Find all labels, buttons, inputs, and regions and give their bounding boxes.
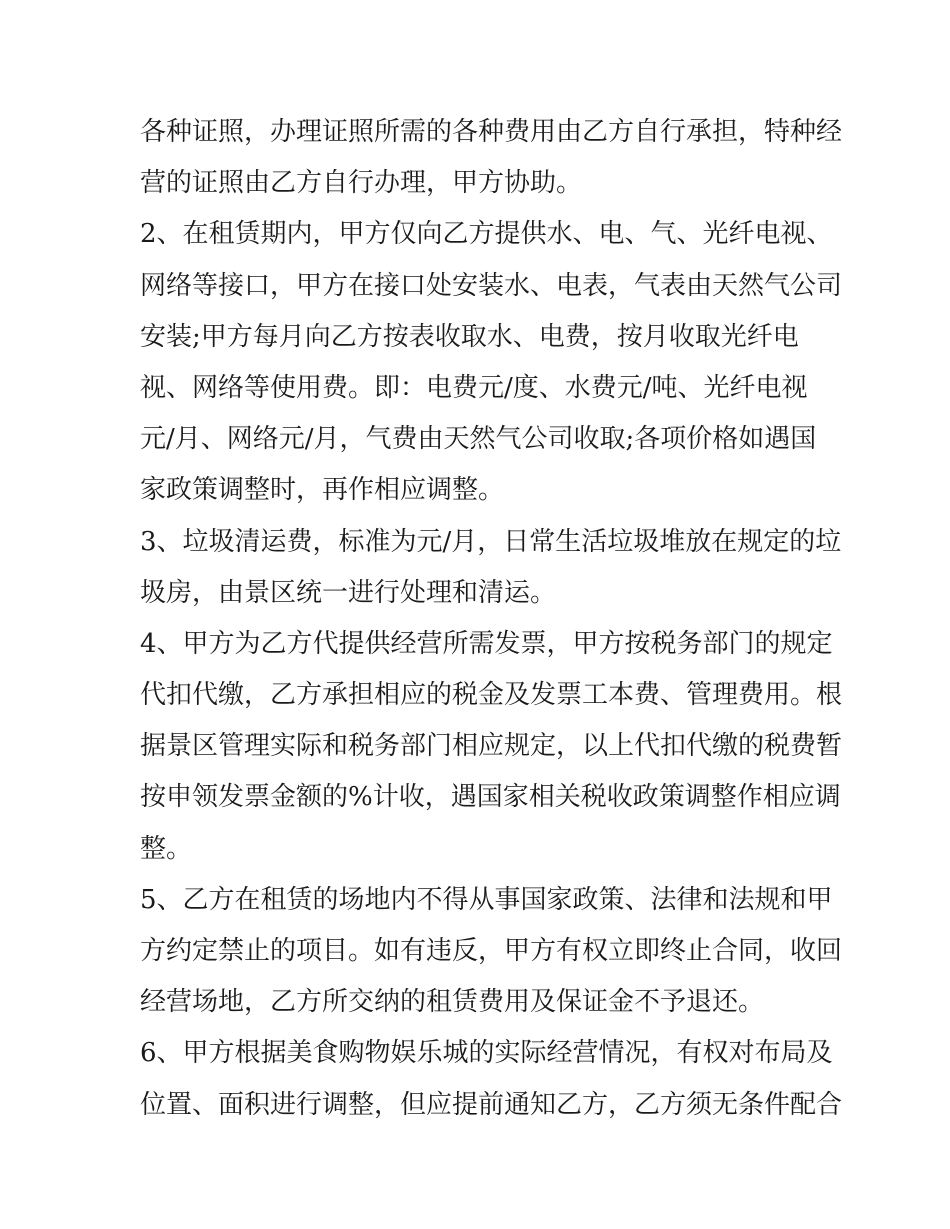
text-line: 代扣代缴，乙方承担相应的税金及发票工本费、管理费用。根	[140, 680, 843, 711]
text-line: 4、甲方为乙方代提供经营所需发票，甲方按税务部门的规定	[140, 628, 833, 659]
text-line: 6、甲方根据美食购物娱乐城的实际经营情况，有权对布局及	[140, 1038, 833, 1069]
text-line: 网络等接口，甲方在接口处安装水、电表，气表由天然气公司	[140, 270, 843, 301]
text-line: 元/月、网络元/月，气费由天然气公司收取;各项价格如遇国	[140, 424, 817, 455]
text-line: 据景区管理实际和税务部门相应规定，以上代扣代缴的税费暂	[140, 731, 843, 762]
text-line: 视、网络等使用费。即：电费元/度、水费元/吨、光纤电视	[140, 372, 808, 403]
text-line: 3、垃圾清运费，标准为元/月，日常生活垃圾堆放在规定的垃	[140, 526, 842, 557]
text-line: 5、乙方在租赁的场地内不得从事国家政策、法律和法规和甲	[140, 884, 833, 915]
text-line: 方约定禁止的项目。如有违反，甲方有权立即终止合同，收回	[140, 936, 843, 966]
text-line: 安装;甲方每月向乙方按表收取水、电费，按月收取光纤电	[140, 321, 799, 352]
text-line: 营的证照由乙方自行办理，甲方协助。	[140, 168, 583, 199]
text-line: 圾房，由景区统一进行处理和清运。	[140, 577, 557, 608]
text-line: 各种证照，办理证照所需的各种费用由乙方自行承担，特种经	[140, 117, 843, 147]
text-line: 位置、面积进行调整，但应提前通知乙方，乙方须无条件配合	[140, 1089, 843, 1120]
text-line: 家政策调整时，再作相应调整。	[140, 475, 505, 506]
text-line: 整。	[140, 833, 193, 864]
text-line: 按申领发票金额的%计收，遇国家相关税收政策调整作相应调	[140, 782, 841, 813]
text-line: 经营场地，乙方所交纳的租赁费用及保证金不予退还。	[140, 987, 765, 1018]
document-body	[140, 107, 843, 1131]
text-line: 2、在租赁期内，甲方仅向乙方提供水、电、气、光纤电视、	[140, 219, 833, 250]
